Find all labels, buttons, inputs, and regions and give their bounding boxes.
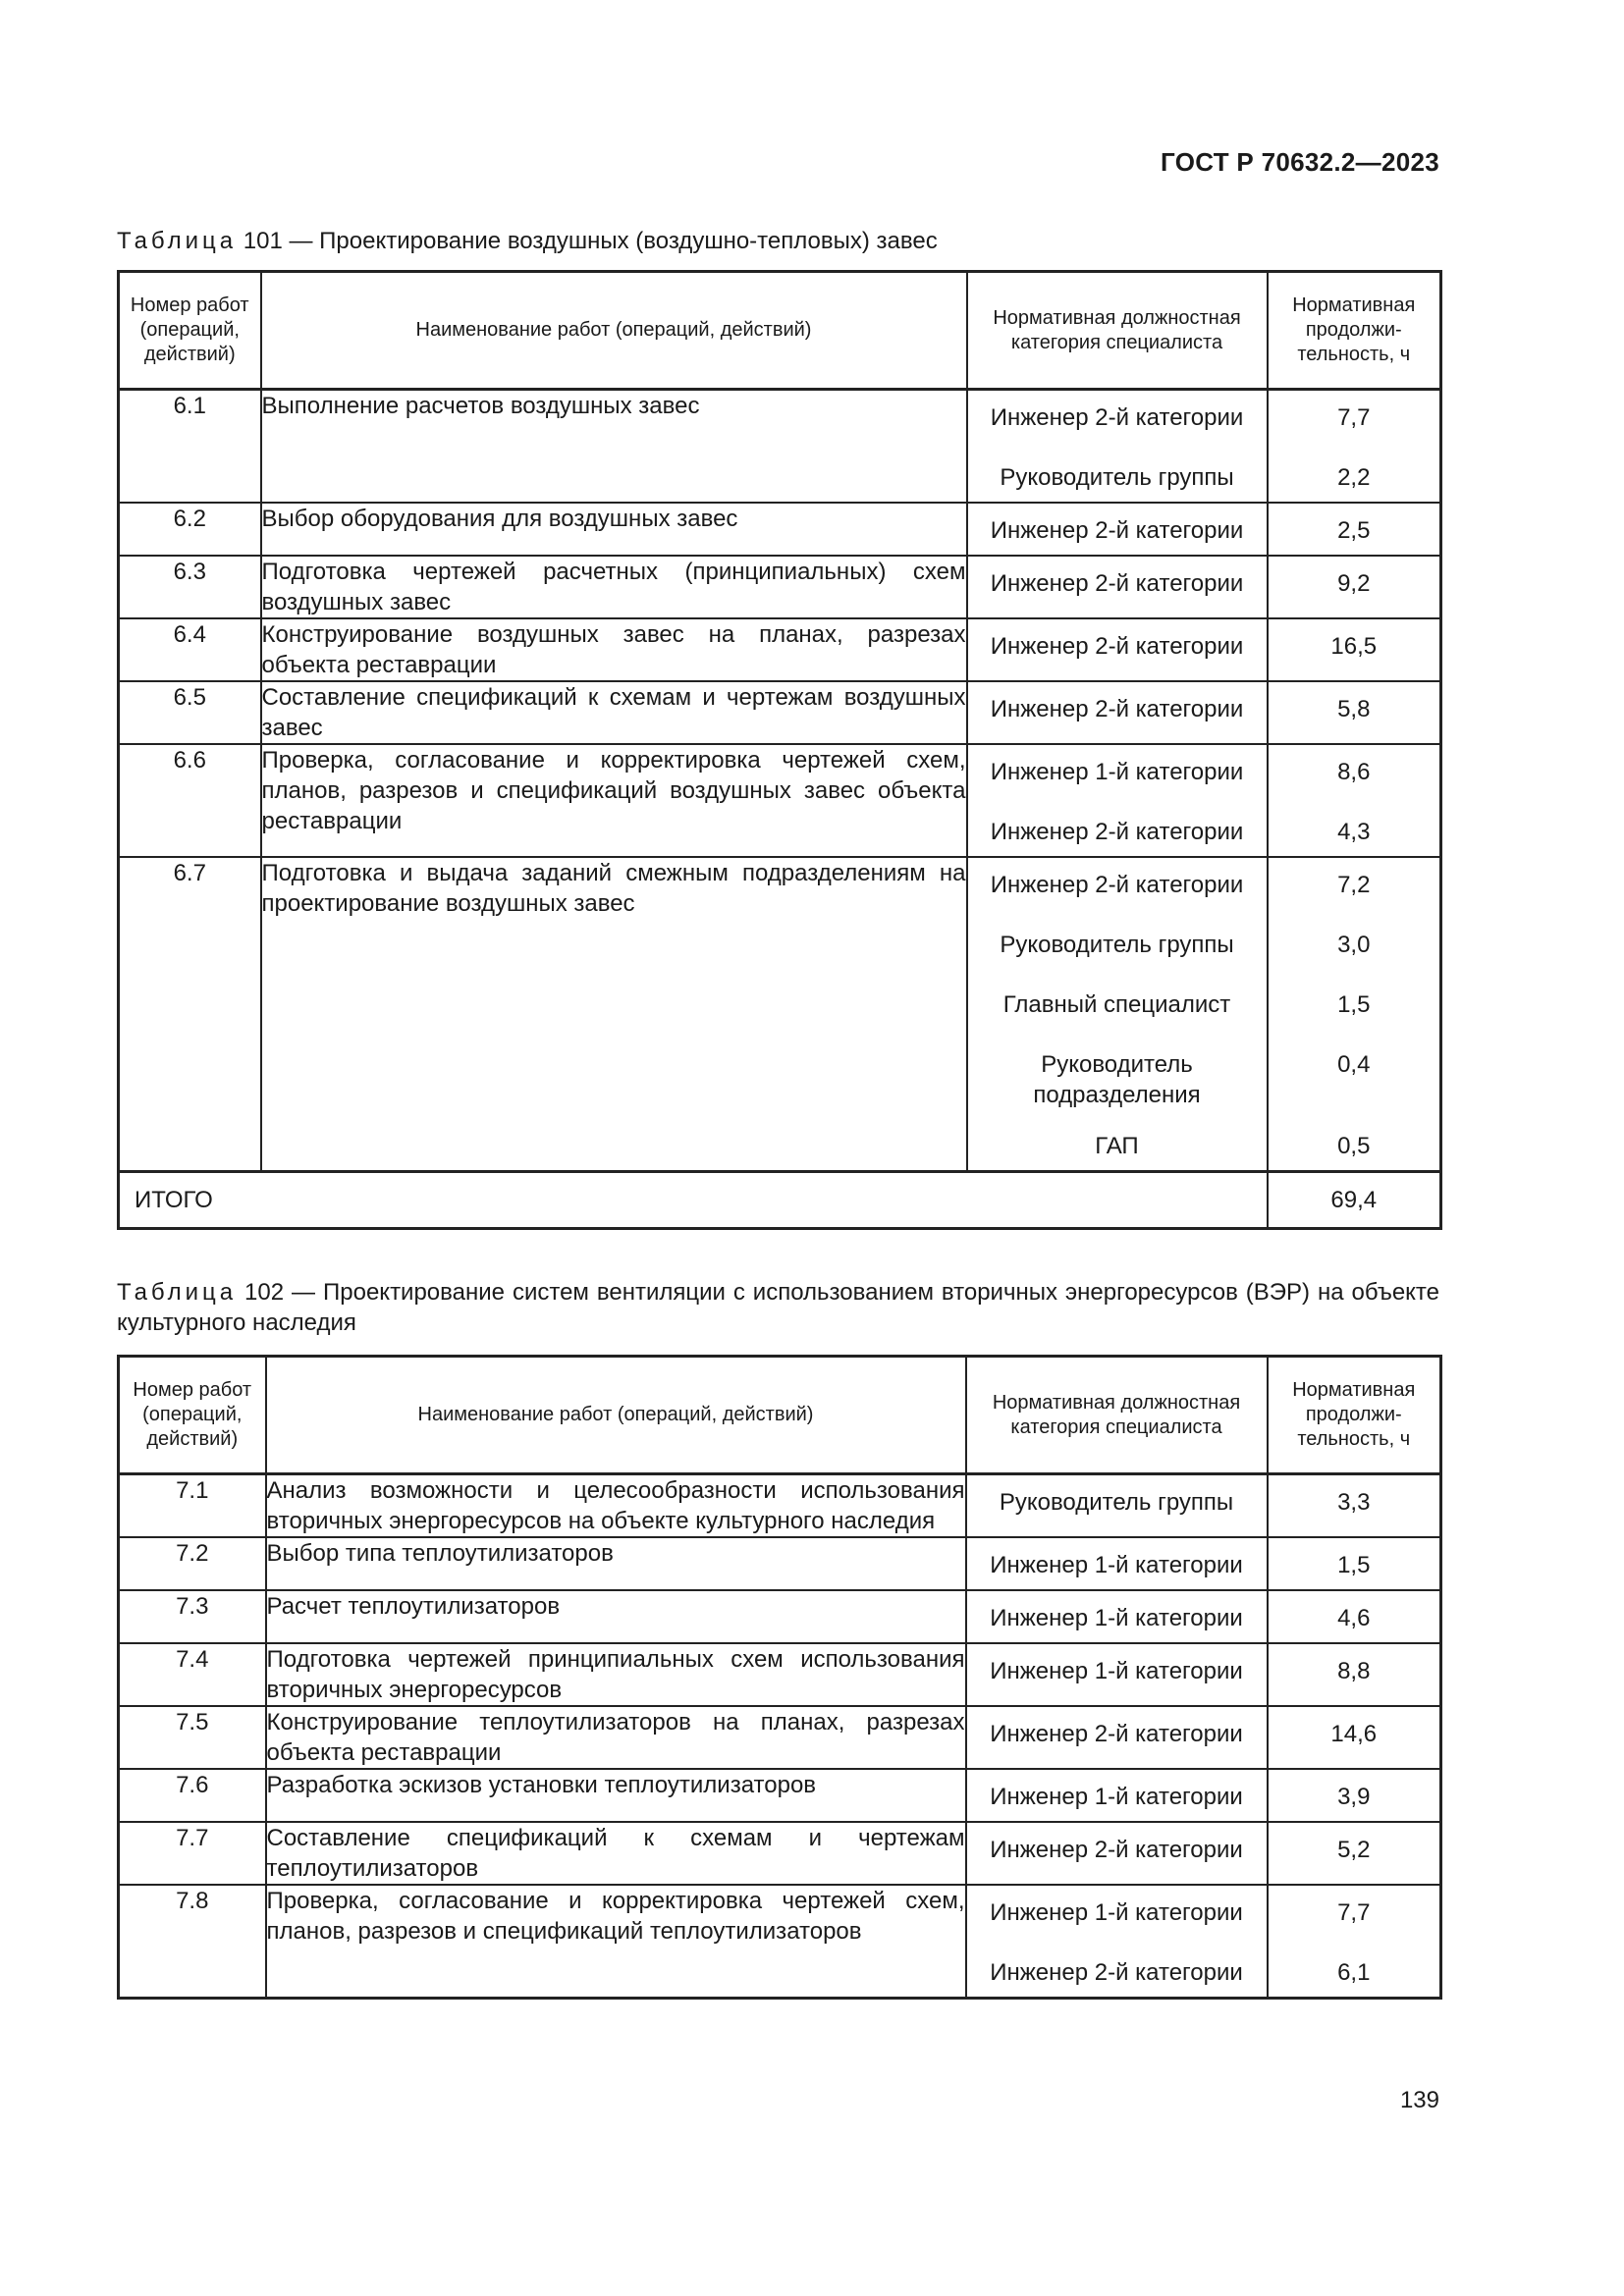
work-name: Конструирование теплоутилизаторов на планах, разрезах объекта реставрации (266, 1706, 966, 1769)
work-number: 6.1 (119, 390, 261, 504)
work-number: 7.4 (119, 1643, 266, 1706)
duration-value: 7,2 (1337, 872, 1371, 898)
work-name: Разработка эскизов установки теплоутилизаторов (266, 1769, 966, 1822)
specialist-category: Инженер 2-й категории (990, 1959, 1243, 1986)
table-row (119, 618, 1441, 681)
document-standard-header: ГОСТ Р 70632.2—2023 (1161, 147, 1439, 177)
specialist-category: Инженер 2-й категории (990, 570, 1244, 597)
column-header-name: Наименование работ (операций, действий) (266, 1357, 966, 1474)
duration-value: 8,8 (1337, 1658, 1371, 1684)
duration-cell (1268, 744, 1441, 857)
table-header-row (119, 1357, 1441, 1474)
duration-cell (1268, 1643, 1441, 1706)
duration-value: 1,5 (1337, 991, 1371, 1018)
specialist-category-cell (966, 1590, 1268, 1643)
specialist-category: Главный специалист (1002, 991, 1231, 1018)
duration-value: 6,1 (1337, 1959, 1371, 1986)
work-name: Конструирование воздушных завес на планах, разрезах объекта реставрации (261, 618, 967, 681)
table-row (119, 681, 1441, 744)
table-102-caption (117, 1277, 1439, 1338)
work-number: 6.4 (119, 618, 261, 681)
work-number: 6.5 (119, 681, 261, 744)
work-number: 7.1 (119, 1474, 266, 1538)
work-number: 7.8 (119, 1885, 266, 1999)
table-101-caption (117, 226, 1439, 256)
specialist-category: ГАП (1095, 1133, 1139, 1159)
specialist-category-cell (967, 744, 1268, 857)
duration-cell (1268, 1537, 1441, 1590)
column-header-duration: Нормативная продолжи-тельность, ч (1268, 1357, 1441, 1474)
specialist-category: Инженер 1-й категории (990, 1899, 1243, 1926)
column-header-category: Нормативная должностная категория специалиста (966, 1357, 1268, 1474)
table-row (119, 1474, 1441, 1538)
specialist-category: Инженер 2-й категории (990, 696, 1244, 722)
table-row (119, 503, 1441, 556)
duration-value: 2,2 (1337, 464, 1371, 491)
specialist-category-cell (966, 1822, 1268, 1885)
page-number: 139 (1399, 2087, 1439, 2113)
specialist-category: Инженер 2-й категории (990, 872, 1244, 898)
work-name: Выбор типа теплоутилизаторов (266, 1537, 966, 1590)
specialist-category: Инженер 2-й категории (990, 1837, 1243, 1863)
specialist-category-cell (966, 1643, 1268, 1706)
total-row (119, 1172, 1441, 1229)
work-number: 6.3 (119, 556, 261, 618)
table-102 (117, 1355, 1442, 2000)
specialist-category-cell (966, 1706, 1268, 1769)
duration-value: 14,6 (1330, 1721, 1378, 1747)
duration-cell (1268, 1769, 1441, 1822)
duration-cell (1268, 618, 1441, 681)
table-row (119, 1643, 1441, 1706)
caption-label: Таблица (117, 1279, 238, 1306)
total-label: ИТОГО (119, 1172, 1268, 1229)
specialist-category-cell (967, 681, 1268, 744)
duration-value: 16,5 (1330, 633, 1378, 660)
work-name: Подготовка и выдача заданий смежным подразделениям на проектирование воздушных завес (261, 857, 967, 1172)
work-number: 7.2 (119, 1537, 266, 1590)
table-row (119, 1590, 1441, 1643)
duration-value: 3,0 (1337, 932, 1371, 958)
specialist-category-cell (966, 1885, 1268, 1999)
duration-cell (1268, 503, 1441, 556)
table-row (119, 1706, 1441, 1769)
duration-value: 1,5 (1337, 1552, 1371, 1578)
specialist-category-cell (967, 503, 1268, 556)
specialist-category: Инженер 2-й категории (990, 819, 1244, 845)
duration-value: 3,3 (1337, 1489, 1371, 1516)
duration-cell (1268, 390, 1441, 504)
specialist-category-cell (966, 1769, 1268, 1822)
specialist-category-cell (967, 556, 1268, 618)
duration-value: 0,5 (1337, 1133, 1371, 1159)
column-header-name: Наименование работ (операций, действий) (261, 272, 967, 390)
column-header-number: Номер работ (операций, действий) (119, 272, 261, 390)
duration-value: 3,9 (1337, 1784, 1371, 1810)
specialist-category: Руководитель группы (999, 1489, 1234, 1516)
specialist-category: Инженер 2-й категории (990, 517, 1244, 544)
table-row (119, 390, 1441, 504)
work-name: Подготовка чертежей принципиальных схем использования вторичных энергоресурсов (266, 1643, 966, 1706)
table-row (119, 556, 1441, 618)
duration-cell (1268, 1590, 1441, 1643)
specialist-category: Инженер 2-й категории (990, 404, 1244, 431)
specialist-category: Инженер 1-й категории (990, 1552, 1243, 1578)
work-number: 6.7 (119, 857, 261, 1172)
specialist-category: Инженер 2-й категории (990, 1721, 1243, 1747)
specialist-category-cell (966, 1474, 1268, 1538)
duration-value: 0,4 (1337, 1051, 1371, 1078)
specialist-category: Инженер 1-й категории (990, 1605, 1243, 1631)
duration-value: 9,2 (1337, 570, 1371, 597)
work-name: Подготовка чертежей расчетных (принципиальных) схем воздушных завес (261, 556, 967, 618)
caption-text: 101 — Проектирование воздушных (воздушно-тепловых) завес (237, 228, 938, 254)
work-number: 6.2 (119, 503, 261, 556)
table-row (119, 744, 1441, 857)
duration-cell (1268, 681, 1441, 744)
specialist-category: Инженер 1-й категории (990, 1784, 1243, 1810)
work-name: Составление спецификаций к схемам и чертежам теплоутилизаторов (266, 1822, 966, 1885)
work-name: Составление спецификаций к схемам и чертежам воздушных завес (261, 681, 967, 744)
column-header-number: Номер работ (операций, действий) (119, 1357, 266, 1474)
work-name: Выполнение расчетов воздушных завес (261, 390, 967, 504)
table-header-row (119, 272, 1441, 390)
work-name: Выбор оборудования для воздушных завес (261, 503, 967, 556)
work-number: 7.5 (119, 1706, 266, 1769)
specialist-category-cell (967, 618, 1268, 681)
duration-cell (1268, 1474, 1441, 1538)
total-value: 69,4 (1268, 1172, 1441, 1229)
caption-label: Таблица (117, 228, 238, 254)
specialist-category-cell (967, 857, 1268, 1172)
duration-value: 2,5 (1337, 517, 1371, 544)
work-name: Проверка, согласование и корректировка чертежей схем, планов, разрезов и спецификаций воздушных завес объекта реставрации (261, 744, 967, 857)
specialist-category-cell (967, 390, 1268, 504)
duration-value: 4,3 (1337, 819, 1371, 845)
duration-cell (1268, 1885, 1441, 1999)
specialist-category: Руководитель группы (1000, 464, 1234, 491)
table-row (119, 1885, 1441, 1999)
table-101 (117, 270, 1442, 1230)
specialist-category: Руководитель группы (1000, 932, 1234, 958)
work-number: 6.6 (119, 744, 261, 857)
table-row (119, 1769, 1441, 1822)
duration-cell (1268, 1706, 1441, 1769)
duration-value: 7,7 (1337, 1899, 1371, 1926)
duration-cell (1268, 1822, 1441, 1885)
duration-value: 5,8 (1337, 696, 1371, 722)
specialist-category-cell (966, 1537, 1268, 1590)
specialist-category: Инженер 2-й категории (990, 633, 1244, 660)
work-name: Проверка, согласование и корректировка чертежей схем, планов, разрезов и спецификаций теплоутилизаторов (266, 1885, 966, 1999)
duration-value: 8,6 (1337, 759, 1371, 785)
specialist-category: Инженер 1-й категории (990, 759, 1244, 785)
work-name: Расчет теплоутилизаторов (266, 1590, 966, 1643)
table-102-body (119, 1474, 1441, 1999)
column-header-duration: Нормативная продолжи-тельность, ч (1268, 272, 1441, 390)
table-row (119, 1822, 1441, 1885)
table-row (119, 857, 1441, 1172)
duration-value: 4,6 (1337, 1605, 1371, 1631)
duration-cell (1268, 556, 1441, 618)
work-number: 7.3 (119, 1590, 266, 1643)
work-name: Анализ возможности и целесообразности использования вторичных энергоресурсов на объекте культурного наследия (266, 1474, 966, 1538)
duration-value: 7,7 (1337, 404, 1371, 431)
table-101-body (119, 390, 1441, 1172)
work-number: 7.6 (119, 1769, 266, 1822)
duration-cell (1268, 857, 1441, 1172)
column-header-category: Нормативная должностная категория специалиста (967, 272, 1268, 390)
specialist-category: Инженер 1-й категории (990, 1658, 1243, 1684)
work-number: 7.7 (119, 1822, 266, 1885)
caption-text: 102 — Проектирование систем вентиляции с использованием вторичных энергоресурсов (ВЭР) на объекте культурного наследия (117, 1279, 1439, 1336)
table-row (119, 1537, 1441, 1590)
duration-value: 5,2 (1337, 1837, 1371, 1863)
specialist-category: Руководитель подразделения (1033, 1051, 1201, 1108)
